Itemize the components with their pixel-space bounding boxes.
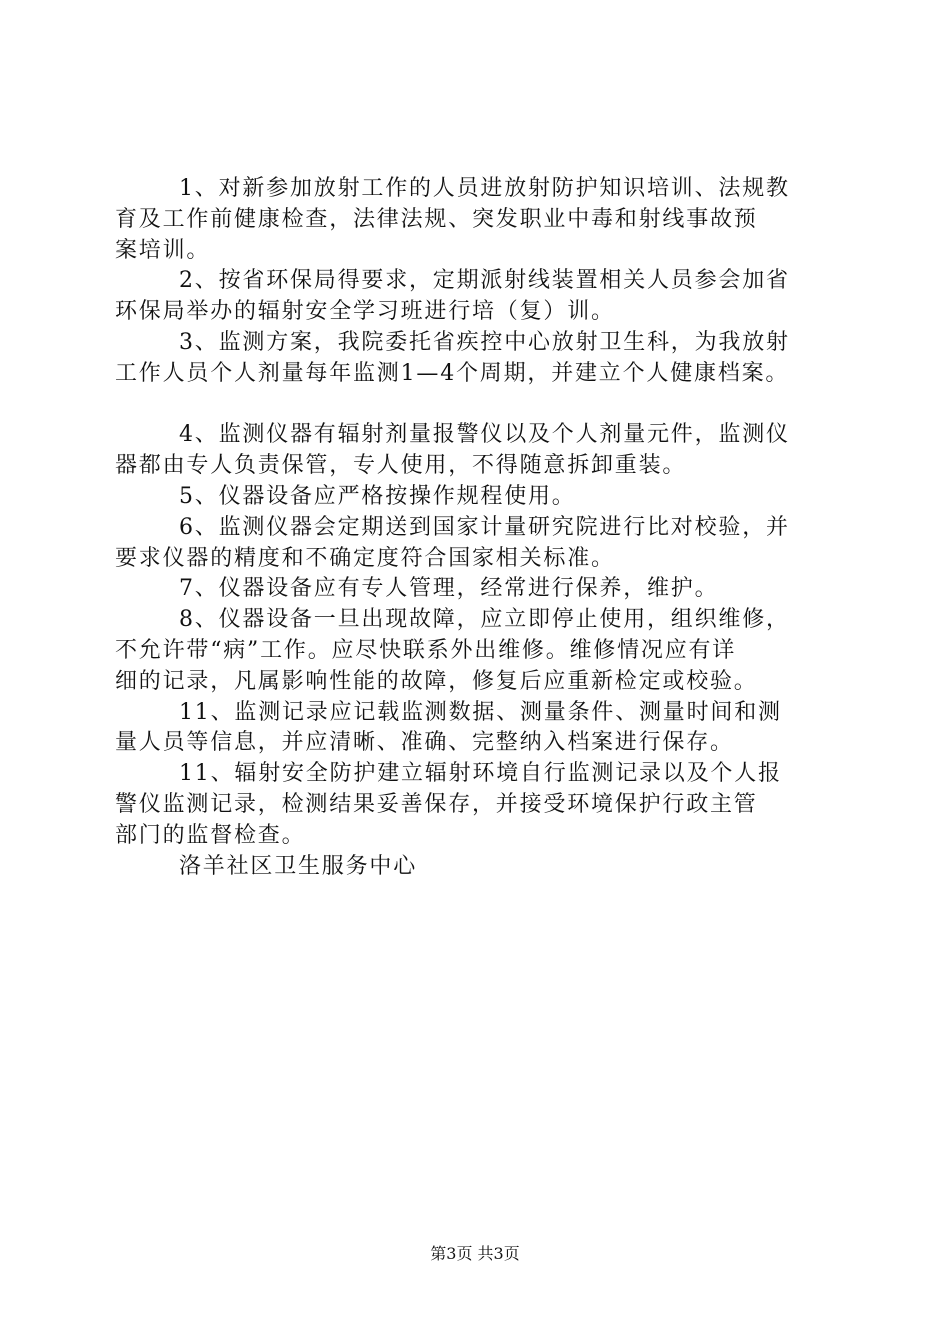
item-11a-line-1: 11、监测记录应记载监测数据、测量条件、测量时间和测 [179,699,782,725]
item-1-line-1: 1、对新参加放射工作的人员进放射防护知识培训、法规教 [179,176,790,201]
item-5-line-1: 5、仪器设备应严格按操作规程使用。 [179,483,576,509]
item-11b-line-3: 部门的监督检查。 [115,822,306,848]
paragraph-gap [115,390,835,421]
organization-signature: 洛羊社区卫生服务中心 [179,853,418,879]
page-footer: 第3页 共3页 [430,1244,520,1263]
item-1-line-3: 案培训。 [115,237,211,263]
item-11b-line-2: 警仪监测记录，检测结果妥善保存，并接受环境保护行政主管 [115,791,758,817]
item-7-line-1: 7、仪器设备应有专人管理，经常进行保养，维护。 [179,576,719,602]
item-4-line-1: 4、监测仪器有辐射剂量报警仪以及个人剂量元件，监测仪 [179,422,790,448]
item-8-line-2: 不允许带“病”工作。应尽快联系外出维修。维修情况应有详 [115,637,737,663]
document-body [115,174,835,882]
item-8-line-1: 8、仪器设备一旦出现故障，应立即停止使用，组织维修， [179,607,790,633]
item-11b-line-1: 11、辐射安全防护建立辐射环境自行监测记录以及个人报 [179,761,782,787]
item-6-line-1: 6、监测仪器会定期送到国家计量研究院进行比对校验，并 [179,514,790,540]
item-11a-line-2: 量人员等信息，并应清晰、准确、完整纳入档案进行保存。 [115,730,734,756]
item-3-line-2: 工作人员个人剂量每年监测1—4个周期，并建立个人健康档案。 [115,360,790,386]
item-2-line-1: 2、按省环保局得要求，定期派射线装置相关人员参会加省 [179,268,790,294]
item-8-line-3: 细的记录，凡属影响性能的故障，修复后应重新检定或校验。 [115,668,758,694]
item-1-line-2: 育及工作前健康检查，法律法规、突发职业中毒和射线事故预 [115,206,758,232]
item-4-line-2: 器都由专人负责保管，专人使用，不得随意拆卸重装。 [115,453,687,479]
item-6-line-2: 要求仪器的精度和不确定度符合国家相关标准。 [115,545,615,571]
item-2-line-2: 环保局举办的辐射安全学习班进行培（复）训。 [115,299,615,325]
item-3-line-1: 3、监测方案，我院委托省疾控中心放射卫生科，为我放射 [179,329,790,355]
